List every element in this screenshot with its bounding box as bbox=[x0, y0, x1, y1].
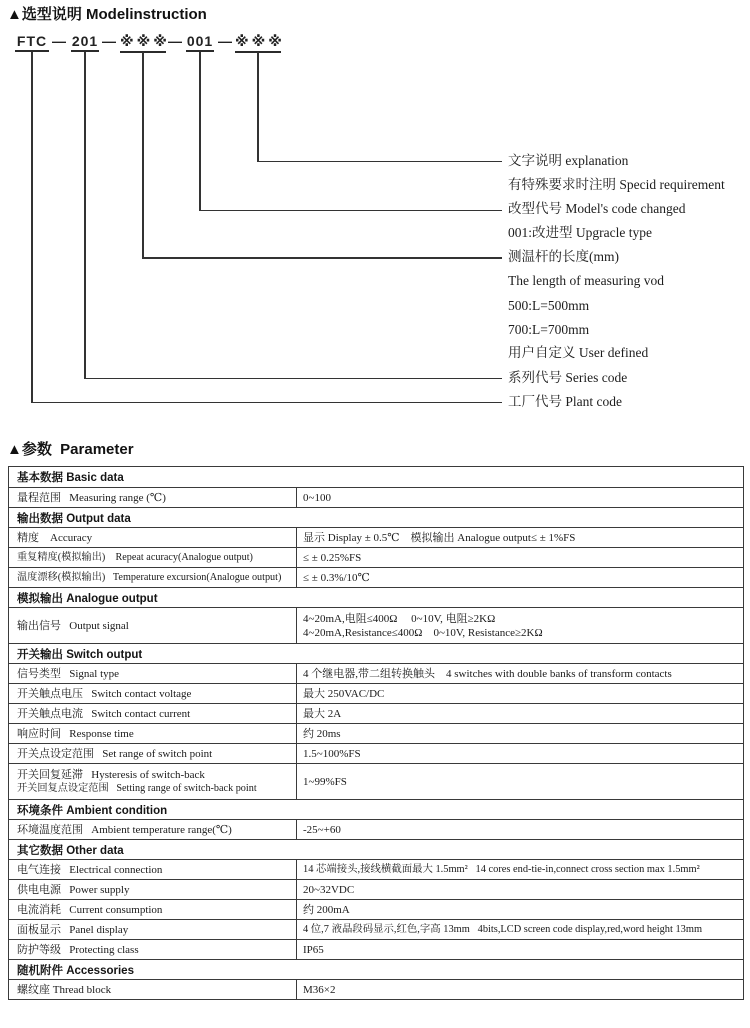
row-value: 显示 Display ± 0.5℃ 模拟输出 Analogue output≤ ± 1%FS bbox=[303, 531, 576, 544]
row-label-cell bbox=[9, 568, 297, 587]
row-label-cell bbox=[9, 704, 297, 723]
row-value: 4~20mA,电阻≤400Ω 0~10V, 电阻≥2KΩ bbox=[303, 612, 496, 625]
row-label: 开关点设定范围 Set range of switch point bbox=[17, 747, 213, 760]
row-label-cell bbox=[9, 940, 297, 959]
row-value-cell bbox=[297, 920, 743, 939]
row-label: 量程范围 Measuring range (℃) bbox=[17, 491, 166, 504]
section-label: 基本数据 Basic data bbox=[17, 472, 124, 484]
connector-line bbox=[84, 52, 86, 379]
row-label: 开关触点电压 Switch contact voltage bbox=[17, 687, 192, 700]
row-value: -25~+60 bbox=[303, 823, 341, 836]
row-value: 20~32VDC bbox=[303, 883, 355, 896]
connector-line bbox=[31, 402, 502, 404]
diagram-label-rod-length: 测温杆的长度(mm) bbox=[508, 249, 619, 264]
diagram-label-upgrade-type: 001:改进型 Upgracle type bbox=[508, 225, 652, 240]
row-repeat-accuracy bbox=[9, 547, 743, 567]
row-value-cell bbox=[297, 820, 743, 839]
connector-line bbox=[84, 378, 502, 380]
section-label: 模拟输出 Analogue output bbox=[17, 592, 158, 605]
connector-line bbox=[31, 52, 33, 403]
row-switch-output bbox=[9, 643, 743, 663]
row-panel-display bbox=[9, 919, 743, 939]
code-segment-series: 201 bbox=[71, 33, 99, 52]
row-label-cell bbox=[9, 880, 297, 899]
connector-line bbox=[142, 52, 144, 258]
row-accessories bbox=[9, 959, 743, 979]
row-value: 0~100 bbox=[303, 491, 331, 504]
diagram-label-length-700: 700:L=700mm bbox=[508, 322, 590, 337]
row-label: 防护等级 Protecting class bbox=[17, 943, 139, 956]
diagram-label-series-code: 系列代号 Series code bbox=[508, 370, 628, 385]
row-thread-block bbox=[9, 979, 743, 999]
row-other-data bbox=[9, 839, 743, 859]
row-value: 4 位,7 液晶段码显示,红色,字高 13mm 4bits,LCD screen code display,red,word height 13mm bbox=[303, 923, 703, 935]
section-label: 输出数据 Output data bbox=[17, 512, 131, 525]
row-accuracy bbox=[9, 527, 743, 547]
diagram-label-plant-code: 工厂代号 Plant code bbox=[508, 394, 622, 409]
row-value-cell bbox=[297, 664, 743, 683]
diagram-label-user-defined: 用户自定义 User defined bbox=[508, 345, 649, 360]
row-label: 螺纹座 Thread block bbox=[17, 983, 112, 996]
row-value: IP65 bbox=[303, 943, 324, 956]
row-label-line2: 开关回复点设定范围 Setting range of switch-back point bbox=[17, 782, 257, 794]
row-label: 开关触点电流 Switch contact current bbox=[17, 707, 191, 720]
row-analogue-output bbox=[9, 587, 743, 607]
code-separator: — bbox=[168, 33, 182, 49]
row-protecting-class bbox=[9, 939, 743, 959]
row-label: 温度漂移(模拟输出) Temperature excursion(Analogue output) bbox=[17, 571, 282, 583]
connector-line bbox=[199, 210, 502, 212]
row-value: 1~99%FS bbox=[303, 775, 347, 788]
row-value: ≤ ± 0.3%/10℃ bbox=[303, 571, 370, 584]
connector-line bbox=[257, 161, 502, 163]
section-label: 其它数据 Other data bbox=[17, 844, 124, 857]
section-label: 环境条件 Ambient condition bbox=[17, 804, 168, 817]
row-value-cell bbox=[297, 568, 743, 587]
row-label-cell bbox=[9, 820, 297, 839]
row-signal-type bbox=[9, 663, 743, 683]
section-label: 开关输出 Switch output bbox=[17, 648, 143, 661]
row-value-cell bbox=[297, 764, 743, 799]
row-hysteresis-switch-back bbox=[9, 763, 743, 799]
row-value-cell bbox=[297, 684, 743, 703]
row-value-line2: 4~20mA,Resistance≤400Ω 0~10V, Resistance≥2KΩ bbox=[303, 626, 543, 639]
row-label: 精度 Accuracy bbox=[17, 531, 93, 544]
row-label-cell bbox=[9, 920, 297, 939]
diagram-label-special-requirement: 有特殊要求时注明 Specid requirement bbox=[508, 177, 725, 192]
row-value: ≤ ± 0.25%FS bbox=[303, 551, 362, 564]
row-switch-contact-current bbox=[9, 703, 743, 723]
row-switch-contact-voltage bbox=[9, 683, 743, 703]
row-output-data bbox=[9, 507, 743, 527]
row-label: 面板显示 Panel display bbox=[17, 923, 129, 936]
connector-line bbox=[199, 52, 201, 211]
row-label: 输出信号 Output signal bbox=[17, 619, 129, 632]
row-label: 环境温度范围 Ambient temperature range(℃) bbox=[17, 823, 232, 836]
row-label-cell bbox=[9, 900, 297, 919]
row-label: 重复精度(模拟输出) Repeat acuracy(Analogue output) bbox=[17, 551, 253, 563]
row-label-cell bbox=[9, 744, 297, 763]
parameter-table bbox=[8, 466, 744, 1000]
section-label: 随机附件 Accessories bbox=[17, 964, 134, 977]
row-label: 响应时间 Response time bbox=[17, 727, 134, 740]
code-separator: — bbox=[52, 33, 66, 49]
row-measuring-range bbox=[9, 487, 743, 507]
code-segment-model-change: 001 bbox=[186, 33, 214, 52]
row-response-time bbox=[9, 723, 743, 743]
row-value-cell bbox=[297, 528, 743, 547]
code-separator: — bbox=[102, 33, 116, 49]
code-segment-plant: FTC bbox=[15, 33, 49, 52]
row-value-cell bbox=[297, 860, 743, 879]
row-electrical-connection bbox=[9, 859, 743, 879]
row-label-cell bbox=[9, 548, 297, 567]
row-label: 信号类型 Signal type bbox=[17, 667, 120, 680]
row-set-range-switch-point bbox=[9, 743, 743, 763]
row-basic-data bbox=[9, 467, 743, 487]
row-value: 1.5~100%FS bbox=[303, 747, 361, 760]
row-value-cell bbox=[297, 744, 743, 763]
connector-line bbox=[257, 52, 259, 162]
row-value: 14 芯端接头,接线横截面最大 1.5mm² 14 cores end-tie-in,connect cross section max 1.5mm² bbox=[303, 863, 700, 875]
row-label: 开关回复延滞 Hysteresis of switch-back bbox=[17, 768, 205, 781]
row-label: 电气连接 Electrical connection bbox=[17, 863, 163, 876]
row-value-cell bbox=[297, 608, 743, 643]
row-temperature-excursion bbox=[9, 567, 743, 587]
row-output-signal bbox=[9, 607, 743, 643]
row-ambient-condition bbox=[9, 799, 743, 819]
row-value-cell bbox=[297, 900, 743, 919]
row-label-cell bbox=[9, 764, 297, 799]
row-value-cell bbox=[297, 980, 743, 999]
row-label: 供电电源 Power supply bbox=[17, 883, 130, 896]
row-ambient-temperature-range bbox=[9, 819, 743, 839]
row-value-cell bbox=[297, 704, 743, 723]
row-label-cell bbox=[9, 980, 297, 999]
parameter-section-title: ▲参数 Parameter bbox=[7, 441, 134, 458]
row-value: 约 20ms bbox=[303, 727, 341, 740]
code-separator: — bbox=[218, 33, 232, 49]
diagram-label-length-500: 500:L=500mm bbox=[508, 298, 590, 313]
row-label-cell bbox=[9, 860, 297, 879]
row-value-cell bbox=[297, 880, 743, 899]
row-power-supply bbox=[9, 879, 743, 899]
row-label-cell bbox=[9, 724, 297, 743]
diagram-label-explanation: 文字说明 explanation bbox=[508, 153, 629, 168]
row-current-consumption bbox=[9, 899, 743, 919]
code-segment-length: ※※※ bbox=[120, 33, 166, 53]
row-label-cell bbox=[9, 528, 297, 547]
diagram-label-rod-length-en: The length of measuring vod bbox=[508, 273, 664, 288]
connector-line bbox=[142, 257, 502, 259]
code-segment-explanation: ※※※ bbox=[235, 33, 281, 53]
diagram-label-model-code-changed: 改型代号 Model's code changed bbox=[508, 201, 686, 216]
row-label: 电流消耗 Current consumption bbox=[17, 903, 163, 916]
row-value: 最大 2A bbox=[303, 707, 342, 720]
row-value: 4 个继电器,带二组转换触头 4 switches with double banks of transform contacts bbox=[303, 667, 672, 680]
row-value: M36×2 bbox=[303, 983, 336, 996]
model-section-title: ▲选型说明 Modelinstruction bbox=[7, 6, 207, 23]
row-value-cell bbox=[297, 488, 743, 507]
row-label-cell bbox=[9, 608, 297, 643]
row-value: 最大 250VAC/DC bbox=[303, 687, 385, 700]
row-value-cell bbox=[297, 724, 743, 743]
row-label-cell bbox=[9, 488, 297, 507]
row-value-cell bbox=[297, 940, 743, 959]
row-value: 约 200mA bbox=[303, 903, 350, 916]
row-label-cell bbox=[9, 664, 297, 683]
row-value-cell bbox=[297, 548, 743, 567]
row-label-cell bbox=[9, 684, 297, 703]
